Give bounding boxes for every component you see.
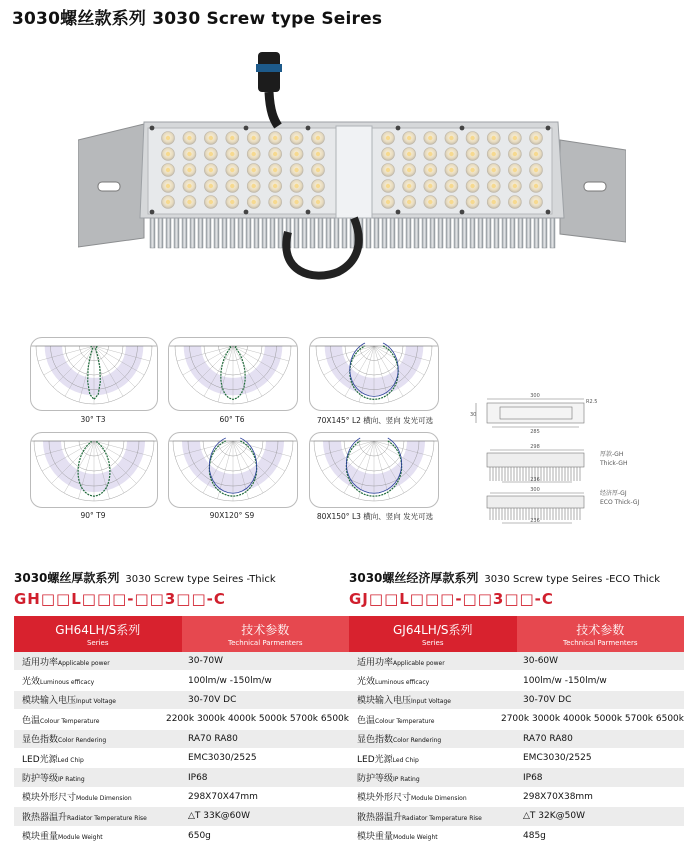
eco-header-params: 技术参数 Technical Parmenters (517, 616, 685, 652)
spec-value: EMC3030/2525 (188, 753, 257, 764)
legend-gj-zh: 经济厚-GJ (600, 490, 627, 497)
spec-value: 100lm/w -150lm/w (523, 675, 607, 686)
legend-gj-en: ECO Thick-GJ (600, 499, 640, 506)
spec-value: 30-60W (523, 656, 559, 667)
spec-value: 100lm/w -150lm/w (188, 675, 272, 686)
thick-spec-header (14, 616, 349, 652)
spec-value: △T 33K@60W (188, 811, 250, 822)
polar-diagram-l2 (309, 337, 439, 411)
spec-key: 防护等级IP Rating (22, 774, 85, 785)
polar-diagram-t9 (30, 432, 158, 508)
spec-value: RA70 RA80 (188, 733, 238, 744)
dim-30: 30 (470, 412, 477, 418)
spec-key: 散热器温升Radiator Temperature Rise (357, 812, 482, 823)
spec-row (349, 671, 684, 690)
spec-key: 显色指数Color Rendering (22, 735, 107, 746)
spec-row (349, 749, 684, 768)
spec-row (349, 652, 684, 671)
spec-key: 模块输入电压Input Voltage (22, 696, 116, 707)
thick-series-title-en: 3030 Screw type Seires -Thick (125, 574, 276, 585)
spec-value: 650g (188, 830, 211, 841)
spec-row (14, 827, 349, 846)
led-module-photo (78, 42, 626, 300)
spec-row (14, 768, 349, 787)
legend-gh-zh: 厚款-GH (600, 451, 624, 458)
spec-row (14, 730, 349, 749)
spec-row (349, 788, 684, 807)
spec-value: △T 32K@50W (523, 811, 585, 822)
legend-gh-en: Thick-GH (600, 460, 628, 467)
dim-285: 285 (530, 429, 540, 435)
eco-spec-rows (349, 652, 684, 846)
polar-label-t9: 90° T9 (80, 511, 106, 520)
spec-key: 防护等级IP Rating (357, 774, 420, 785)
polar-diagram-t6 (168, 337, 298, 411)
spec-row (14, 691, 349, 710)
thick-series-title-zh: 3030螺丝厚款系列 (14, 571, 120, 585)
polar-label-s9: 90X120° S9 (209, 511, 255, 520)
spec-value: IP68 (523, 772, 543, 783)
spec-value: 298X70X38mm (523, 791, 593, 802)
eco-series-title (349, 569, 660, 586)
spec-value: 30-70W (188, 656, 224, 667)
polar-label-t6: 60° T6 (219, 415, 245, 424)
spec-row (349, 768, 684, 787)
spec-row (14, 671, 349, 690)
eco-spec-table (349, 616, 684, 846)
polar-diagram-t3 (30, 337, 158, 411)
polar-diagram-l3 (309, 432, 439, 508)
thick-header-series: GH64LH/S系列 Series (14, 616, 182, 652)
spec-key: 模块外形尺寸Module Dimension (357, 793, 467, 804)
dim-300-b: 300 (530, 487, 540, 493)
spec-row (349, 691, 684, 710)
spec-value: RA70 RA80 (523, 733, 573, 744)
spec-value: 2200k 3000k 4000k 5000k 5700k 6500k (165, 714, 349, 725)
thick-spec-table (14, 616, 349, 846)
thick-spec-rows (14, 652, 349, 846)
polar-diagram-s9 (168, 432, 298, 508)
spec-row (14, 652, 349, 671)
eco-series-title-zh: 3030螺丝经济厚款系列 (349, 571, 479, 585)
dim-236-a: 236 (530, 477, 540, 483)
eco-series-code: GJ□□L□□□-□□3□□-C (349, 590, 554, 608)
spec-row (14, 807, 349, 826)
page-title: 3030螺丝款系列 3030 Screw type Seires (12, 9, 383, 29)
dim-236-b: 236 (530, 518, 540, 524)
spec-key: 散热器温升Radiator Temperature Rise (22, 812, 147, 823)
spec-key: 适用功率Applicable power (357, 657, 445, 668)
thick-header-params: 技术参数 Technical Parmenters (182, 616, 350, 652)
spec-key: LED光源Led Chip (22, 754, 84, 765)
spec-key: 模块重量Module Weight (22, 832, 103, 843)
spec-value: EMC3030/2525 (523, 753, 592, 764)
spec-key: LED光源Led Chip (357, 754, 419, 765)
dim-r25: R2.5 (586, 399, 598, 405)
dim-298: 298 (530, 444, 540, 450)
polar-label-l3: 80X150° L3 横向、竖向 发光可选 (316, 512, 434, 521)
eco-spec-header (349, 616, 684, 652)
spec-key: 光效Luminous efficacy (22, 677, 95, 688)
spec-value: 485g (523, 830, 546, 841)
dim-300-top: 300 (530, 393, 540, 399)
spec-row (14, 788, 349, 807)
dimension-drawing (462, 370, 682, 530)
thick-series-title (14, 569, 276, 586)
eco-header-series: GJ64LH/S系列 Series (349, 616, 517, 652)
spec-key: 色温Colour Temperature (357, 715, 435, 726)
spec-value: 30-70V DC (523, 694, 572, 705)
spec-value: 298X70X47mm (188, 791, 258, 802)
spec-row (14, 710, 349, 729)
thick-series-code: GH□□L□□□-□□3□□-C (14, 590, 226, 608)
polar-label-l2: 70X145° L2 横向、竖向 发光可选 (316, 416, 434, 425)
spec-key: 模块重量Module Weight (357, 832, 438, 843)
spec-key: 模块外形尺寸Module Dimension (22, 793, 132, 804)
spec-key: 模块输入电压Input Voltage (357, 696, 451, 707)
spec-key: 光效Luminous efficacy (357, 677, 430, 688)
eco-series-title-en: 3030 Screw type Seires -ECO Thick (484, 574, 660, 585)
spec-value: 30-70V DC (188, 694, 237, 705)
spec-row (14, 749, 349, 768)
spec-row (349, 730, 684, 749)
spec-row (349, 827, 684, 846)
spec-row (349, 710, 684, 729)
spec-value: IP68 (188, 772, 208, 783)
spec-key: 色温Colour Temperature (22, 715, 100, 726)
polar-label-t3: 30° T3 (80, 415, 106, 424)
spec-key: 显色指数Color Rendering (357, 735, 442, 746)
spec-row (349, 807, 684, 826)
spec-key: 适用功率Applicable power (22, 657, 110, 668)
spec-value: 2700k 3000k 4000k 5000k 5700k 6500k (500, 714, 684, 725)
